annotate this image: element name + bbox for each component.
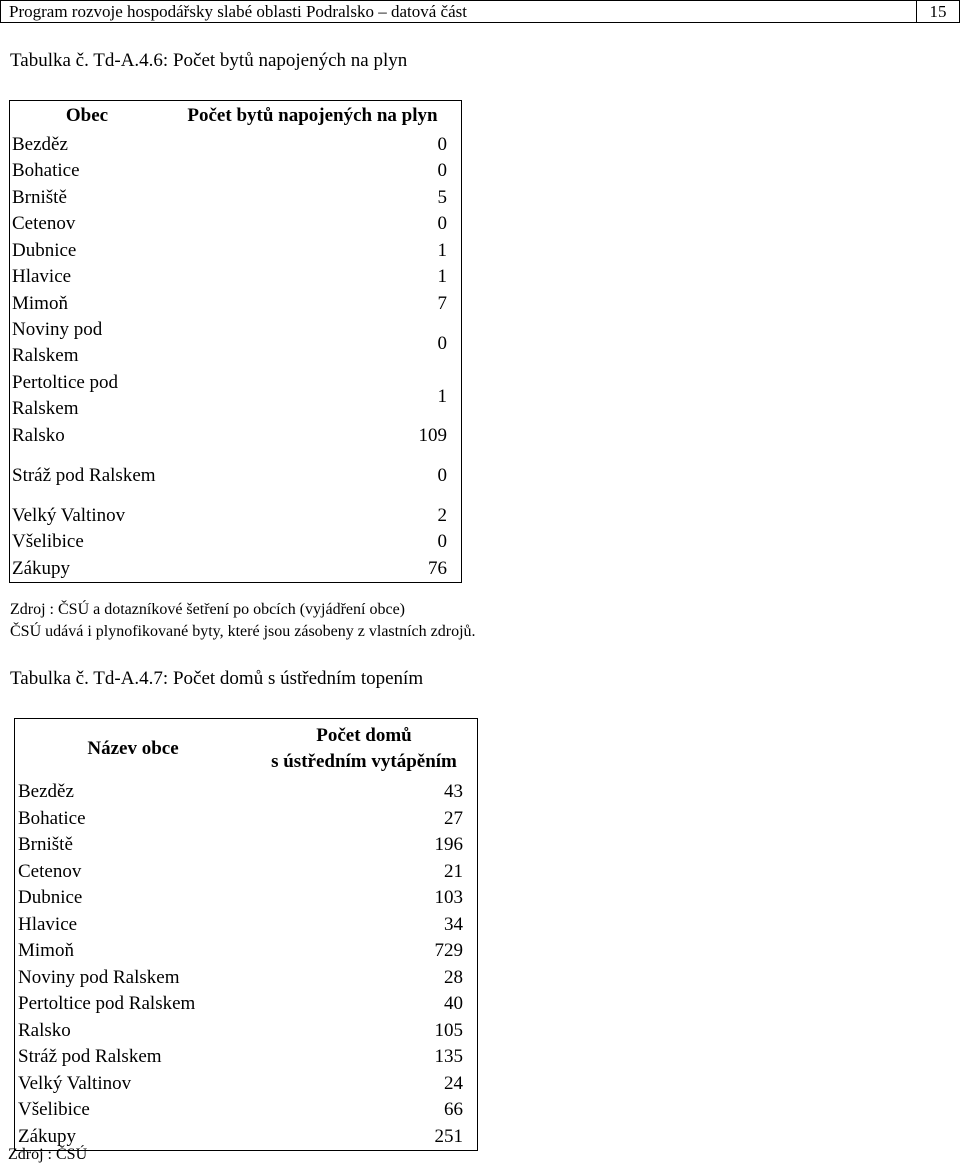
table-row [10,555,462,582]
municipality-name: Ralsko [12,425,65,447]
column-header-heating-line1: Počet domů [316,725,412,746]
column-header-name: Název obce [87,738,179,759]
gas-flats-value: 5 [437,186,447,208]
heating-value: 27 [444,807,463,829]
municipality-name: Cetenov [12,213,76,235]
municipality-name: Všelibice [18,1099,90,1121]
municipality-name: Ralsko [18,1019,71,1041]
page-header [0,0,960,23]
table-row [15,885,478,912]
table-row [15,1097,478,1124]
table-row [15,912,478,939]
municipality-name: Zákupy [12,557,71,579]
gas-flats-value: 109 [418,425,447,447]
heating-value: 251 [434,1125,463,1147]
table1-source: Zdroj : ČSÚ a dotazníkové šetření po obcích (vyjádření obce) [10,601,405,618]
gas-flats-value: 0 [437,465,447,486]
gas-flats-value: 0 [437,133,447,155]
column-header-obec: Obec [65,105,109,126]
municipality-name: Pertoltice pod Ralskem [12,372,119,419]
table-row [15,779,478,806]
table-row [15,1044,478,1071]
document-title: Program rozvoje hospodářsky slabé oblasti Podralsko – datová část [9,2,467,21]
municipality-name: Cetenov [18,860,82,882]
municipality-name: Dubnice [18,887,83,909]
municipality-name: Mimoň [12,292,68,314]
table-row [15,938,478,965]
heating-value: 34 [444,913,463,935]
table-header-row [10,101,462,132]
municipality-name: Stráž pod Ralskem [12,464,156,486]
municipality-name: Noviny pod Ralskem [12,319,103,366]
table-row [15,859,478,886]
municipality-name: Bezděz [12,133,68,155]
column-header-heating-line2: s ústředním vytápěním [271,751,457,772]
gas-flats-value: 0 [437,213,447,235]
heating-value: 196 [434,834,463,856]
table-row [15,991,478,1018]
table-row [10,370,462,423]
table-row [10,184,462,211]
column-header-heating [261,719,478,780]
table-row [10,449,462,502]
gas-flats-value: 0 [437,332,447,354]
municipality-name: Bohatice [12,160,80,182]
municipality-name: Hlavice [18,913,78,935]
table-row [10,423,462,450]
municipality-name: Bezděz [18,781,74,803]
table-row [10,211,462,238]
municipality-name: Stráž pod Ralskem [18,1046,162,1068]
municipality-name: Noviny pod Ralskem [18,966,180,988]
table-row [10,158,462,185]
table-row [15,1071,478,1098]
page-number: 15 [929,2,947,21]
heating-value: 43 [444,781,463,803]
gas-flats-value: 1 [437,239,447,261]
municipality-name: Hlavice [12,266,72,288]
heating-value: 40 [444,993,463,1015]
gas-flats-value: 0 [437,531,447,553]
table-row [15,806,478,833]
table-row [15,965,478,992]
heating-value: 66 [444,1099,463,1121]
gas-flats-value: 1 [437,266,447,288]
central-heating-table [14,718,478,1151]
gas-flats-value: 0 [437,160,447,182]
table1-caption: Tabulka č. Td-A.4.6: Počet bytů napojených na plyn [10,50,408,71]
heating-value: 105 [434,1019,463,1041]
table2-caption: Tabulka č. Td-A.4.7: Počet domů s ústředním topením [10,668,424,689]
gas-flats-value: 76 [428,557,447,579]
municipality-name: Dubnice [12,239,77,261]
heating-value: 135 [434,1046,463,1068]
heating-value: 729 [434,940,463,962]
municipality-name: Mimoň [18,940,74,962]
table2-source: Zdroj : ČSÚ [8,1146,88,1163]
table-row [10,529,462,556]
table-header-row [15,719,478,780]
municipality-name: Brniště [18,834,73,856]
heating-value: 24 [444,1072,463,1094]
table-row [10,264,462,291]
municipality-name: Brniště [12,186,67,208]
municipality-name: Pertoltice pod Ralskem [18,993,196,1015]
page-number-box [916,1,959,22]
municipality-name: Velký Valtinov [18,1072,132,1094]
municipality-name: Zákupy [18,1125,77,1147]
table-row [15,1018,478,1045]
table-row [10,131,462,158]
table-row [10,290,462,317]
gas-flats-value: 2 [437,504,447,526]
heating-value: 28 [444,966,463,988]
gas-flats-table [9,100,462,583]
gas-flats-value: 7 [437,292,447,314]
municipality-name: Velký Valtinov [12,504,126,526]
heating-value: 103 [434,887,463,909]
table-row [15,832,478,859]
table-row [10,502,462,529]
table-row [10,237,462,264]
gas-flats-value: 1 [437,385,447,407]
column-header-gas-flats: Počet bytů napojených na plyn [187,105,438,126]
table1-note: ČSÚ udává i plynofikované byty, které jsou zásobeny z vlastních zdrojů. [10,623,476,640]
table-row [10,317,462,370]
heating-value: 21 [444,860,463,882]
municipality-name: Bohatice [18,807,86,829]
municipality-name: Všelibice [12,531,84,553]
